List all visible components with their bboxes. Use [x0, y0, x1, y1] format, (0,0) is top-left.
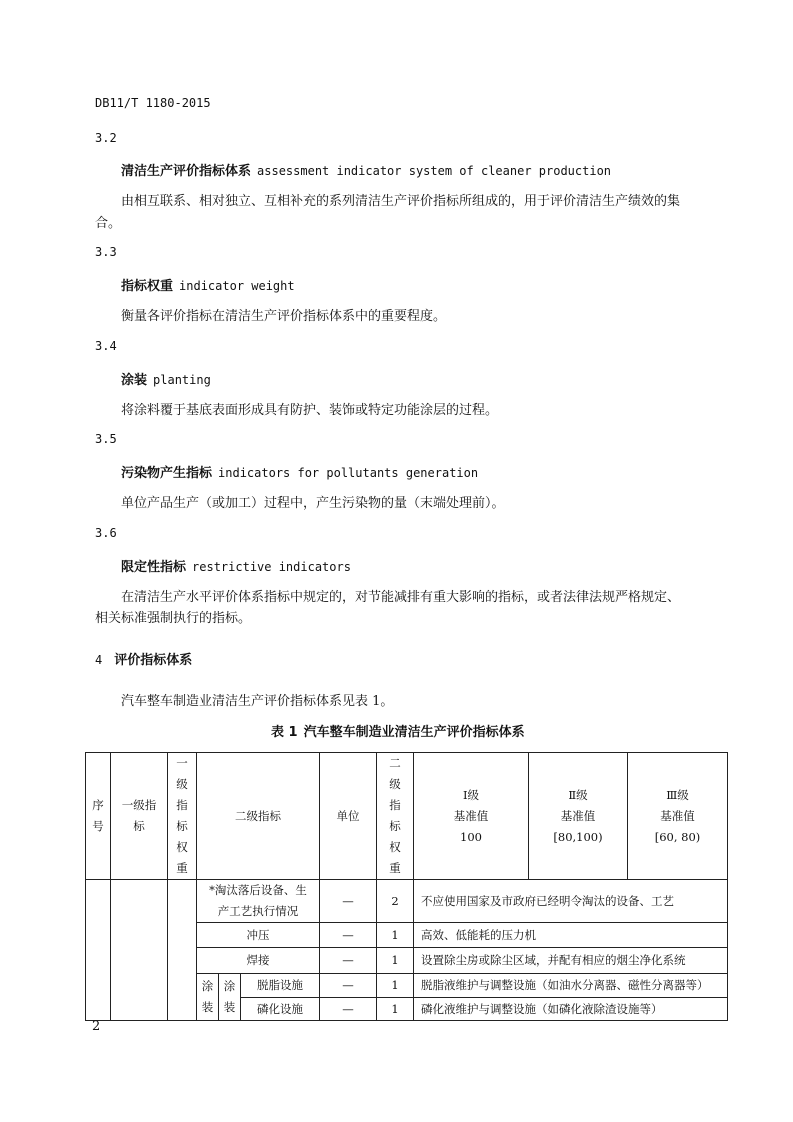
definition-line: 合。 [95, 216, 122, 231]
header-level1: 一级指 标 [111, 753, 168, 880]
seq-cell [86, 880, 111, 1021]
indicator-table [85, 752, 728, 1021]
page-number: 2 [92, 1019, 101, 1034]
table-caption [271, 721, 525, 740]
level1-weight-cell [168, 880, 197, 1021]
header-grade1: Ⅰ级 基准值 100 [414, 753, 529, 880]
table-caption-prefix: 表 1 [271, 725, 298, 740]
indicator-cell: 焊接 [197, 948, 320, 974]
requirement-cell: 高效、低能耗的压力机 [414, 923, 728, 948]
term-zh: 涂装 [121, 373, 148, 388]
weight-cell: 1 [377, 948, 414, 974]
header-grade2: Ⅱ级 基准值 [80,100) [529, 753, 628, 880]
term-zh: 限定性指标 [121, 560, 187, 575]
weight-cell: 2 [377, 880, 414, 923]
chapter-title: 评价指标体系 [114, 653, 193, 668]
term-en: indicator weight [179, 279, 295, 293]
term-zh: 指标权重 [121, 279, 174, 294]
table-header-row [86, 753, 728, 880]
term-en: assessment indicator system of cleaner production [257, 164, 612, 178]
definition-line: 相关标准强制执行的指标。 [95, 611, 252, 626]
requirement-cell: 脱脂液维护与调整设施（如油水分离器、磁性分离器等） [414, 974, 728, 998]
chapter-body: 汽车整车制造业清洁生产评价指标体系见表 1。 [121, 694, 394, 709]
indicator-cell: *淘汰落后设备、生 产工艺执行情况 [197, 880, 320, 923]
section-number: 3.6 [95, 526, 117, 540]
term-zh: 清洁生产评价指标体系 [121, 164, 252, 179]
definition-line: 在清洁生产水平评价体系指标中规定的，对节能减排有重大影响的指标，或者法律法规严格规定、 [121, 590, 681, 605]
header-grade3: Ⅲ级 基准值 [60, 80) [628, 753, 728, 880]
header-level1-weight: 一 级 指 标 权 重 [168, 753, 197, 880]
definition-line: 衡量各评价指标在清洁生产评价指标体系中的重要程度。 [121, 309, 447, 324]
unit-cell: — [320, 880, 377, 923]
unit-cell: — [320, 974, 377, 998]
chapter-number: 4 [95, 653, 103, 667]
requirement-cell: 不应使用国家及市政府已经明令淘汰的设备、工艺 [414, 880, 728, 923]
indicator-cell: 冲压 [197, 923, 320, 948]
header-seq: 序 号 [86, 753, 111, 880]
header-unit: 单位 [320, 753, 377, 880]
term-en: restrictive indicators [192, 560, 351, 574]
definition-line: 将涂料覆于基底表面形成具有防护、装饰或特定功能涂层的过程。 [121, 403, 499, 418]
term-line [121, 275, 295, 294]
subgroup-cell: 涂 装 [219, 974, 241, 1021]
section-number: 3.5 [95, 432, 117, 446]
term-en: planting [153, 373, 211, 387]
indicator-cell: 脱脂设施 [241, 974, 320, 998]
header-level2-weight: 二 级 指 标 权 重 [377, 753, 414, 880]
unit-cell: — [320, 923, 377, 948]
section-number: 3.4 [95, 339, 117, 353]
definition-line: 由相互联系、相对独立、互相补充的系列清洁生产评价指标所组成的，用于评价清洁生产绩效的集 [121, 194, 681, 209]
unit-cell: — [320, 998, 377, 1021]
doc-id: DB11/T 1180-2015 [95, 96, 211, 110]
requirement-cell: 磷化液维护与调整设施（如磷化液除渣设施等） [414, 998, 728, 1021]
chapter-heading [95, 649, 192, 668]
table-caption-title: 汽车整车制造业清洁生产评价指标体系 [303, 725, 525, 740]
term-zh: 污染物产生指标 [121, 466, 213, 481]
weight-cell: 1 [377, 923, 414, 948]
section-number: 3.2 [95, 131, 117, 145]
header-level2: 二级指标 [197, 753, 320, 880]
term-line [121, 160, 611, 179]
group-cell: 涂 装 [197, 974, 219, 1021]
table-row [86, 880, 728, 923]
level1-cell [111, 880, 168, 1021]
requirement-cell: 设置除尘房或除尘区域，并配有相应的烟尘净化系统 [414, 948, 728, 974]
section-number: 3.3 [95, 245, 117, 259]
weight-cell: 1 [377, 998, 414, 1021]
definition-line: 单位产品生产（或加工）过程中，产生污染物的量（末端处理前）。 [121, 496, 505, 511]
term-line [121, 556, 351, 575]
term-line [121, 462, 478, 481]
weight-cell: 1 [377, 974, 414, 998]
indicator-cell: 磷化设施 [241, 998, 320, 1021]
unit-cell: — [320, 948, 377, 974]
term-en: indicators for pollutants generation [218, 466, 479, 480]
term-line [121, 369, 211, 388]
